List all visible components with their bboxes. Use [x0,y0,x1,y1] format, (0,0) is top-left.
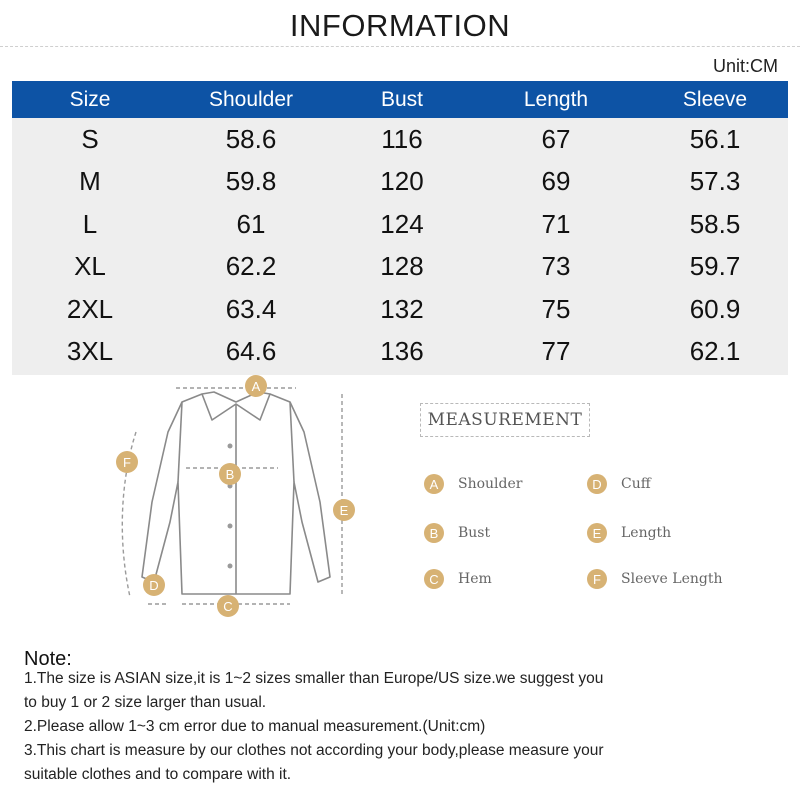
badge-a: A [424,474,444,494]
cell-shoulder: 62.2 [225,251,277,282]
cell-length: 75 [541,293,571,324]
legend-item-bust [424,523,490,543]
legend-label: Bust [458,525,491,541]
cell-bust: 120 [380,166,424,197]
note-line: to buy 1 or 2 size larger than usual. [24,694,267,711]
legend-label: Hem [458,571,492,587]
cell-bust: 132 [380,293,424,324]
cell-sleeve: 57.3 [689,166,741,197]
title-divider [0,46,800,48]
cell-shoulder: 61 [236,208,266,239]
badge-f: F [587,569,607,589]
table-row [12,203,788,246]
column-header-size: Size [69,87,111,111]
legend-item-shoulder [424,474,522,494]
marker-f-text: F [123,455,131,470]
legend-label: Sleeve Length [621,571,723,587]
cell-sleeve: 60.9 [689,293,741,324]
table-row [12,118,788,161]
unit-label: Unit:CM [712,56,778,76]
measure-lines [122,388,342,604]
legend-item-hem [424,569,492,589]
table-row [12,246,788,289]
legend-label: Shoulder [458,476,523,492]
cell-shoulder: 59.8 [225,166,277,197]
page-title: INFORMATION [289,8,511,43]
cell-sleeve: 62.1 [689,336,741,367]
note-title: Note: [24,648,72,670]
table-header [12,81,788,118]
size-table [12,81,788,375]
marker-b-text: B [225,467,235,482]
shirt-outline [142,392,330,594]
cell-size: 3XL [66,336,114,367]
legend-label: Cuff [621,476,651,492]
table-row [12,161,788,204]
cell-sleeve: 59.7 [689,251,741,282]
badge-d: D [587,474,607,494]
column-header-shoulder: Shoulder [208,87,294,111]
cell-size: S [81,123,99,154]
legend-item-length [587,523,671,543]
measurement-title: MEASUREMENT [420,403,590,437]
cell-shoulder: 63.4 [225,293,277,324]
cell-bust: 116 [381,123,423,154]
shirt-buttons [225,444,235,569]
table-row [12,288,788,331]
marker-a-text: A [251,379,261,394]
cell-size: 2XL [66,293,114,324]
cell-length: 73 [541,251,571,282]
cell-length: 69 [541,166,571,197]
legend-item-sleeve-length [587,569,723,589]
badge-e: E [587,523,607,543]
column-header-sleeve: Sleeve [682,87,748,111]
cell-size: M [79,166,101,197]
note-line: 2.Please allow 1~3 cm error due to manual measurement.(Unit:cm) [24,718,486,735]
legend-item-cuff [587,474,651,494]
legend-label: Length [621,525,672,541]
table-row [12,331,788,374]
cell-length: 77 [541,336,571,367]
badge-c: C [424,569,444,589]
cell-size: L [82,208,98,239]
cell-bust: 124 [380,208,424,239]
note-line: 3.This chart is measure by our clothes not according your body,please measure your [24,742,604,759]
column-header-bust: Bust [380,87,424,111]
marker-e-text: E [339,503,349,518]
note-line: suitable clothes and to compare with it. [24,766,292,783]
cell-shoulder: 64.6 [225,336,277,367]
cell-bust: 128 [380,251,424,282]
marker-d-text: D [149,578,159,593]
shirt-diagram [90,372,390,622]
column-header-length: Length [523,87,589,111]
badge-b: B [424,523,444,543]
cell-length: 67 [541,123,571,154]
cell-size: XL [74,251,106,282]
marker-c-text: C [223,599,233,614]
cell-sleeve: 56.1 [689,123,741,154]
cell-shoulder: 58.6 [225,123,277,154]
note-line: 1.The size is ASIAN size,it is 1~2 sizes smaller than Europe/US size.we suggest you [24,670,604,687]
cell-sleeve: 58.5 [689,208,741,239]
cell-bust: 136 [380,336,424,367]
cell-length: 71 [541,208,571,239]
